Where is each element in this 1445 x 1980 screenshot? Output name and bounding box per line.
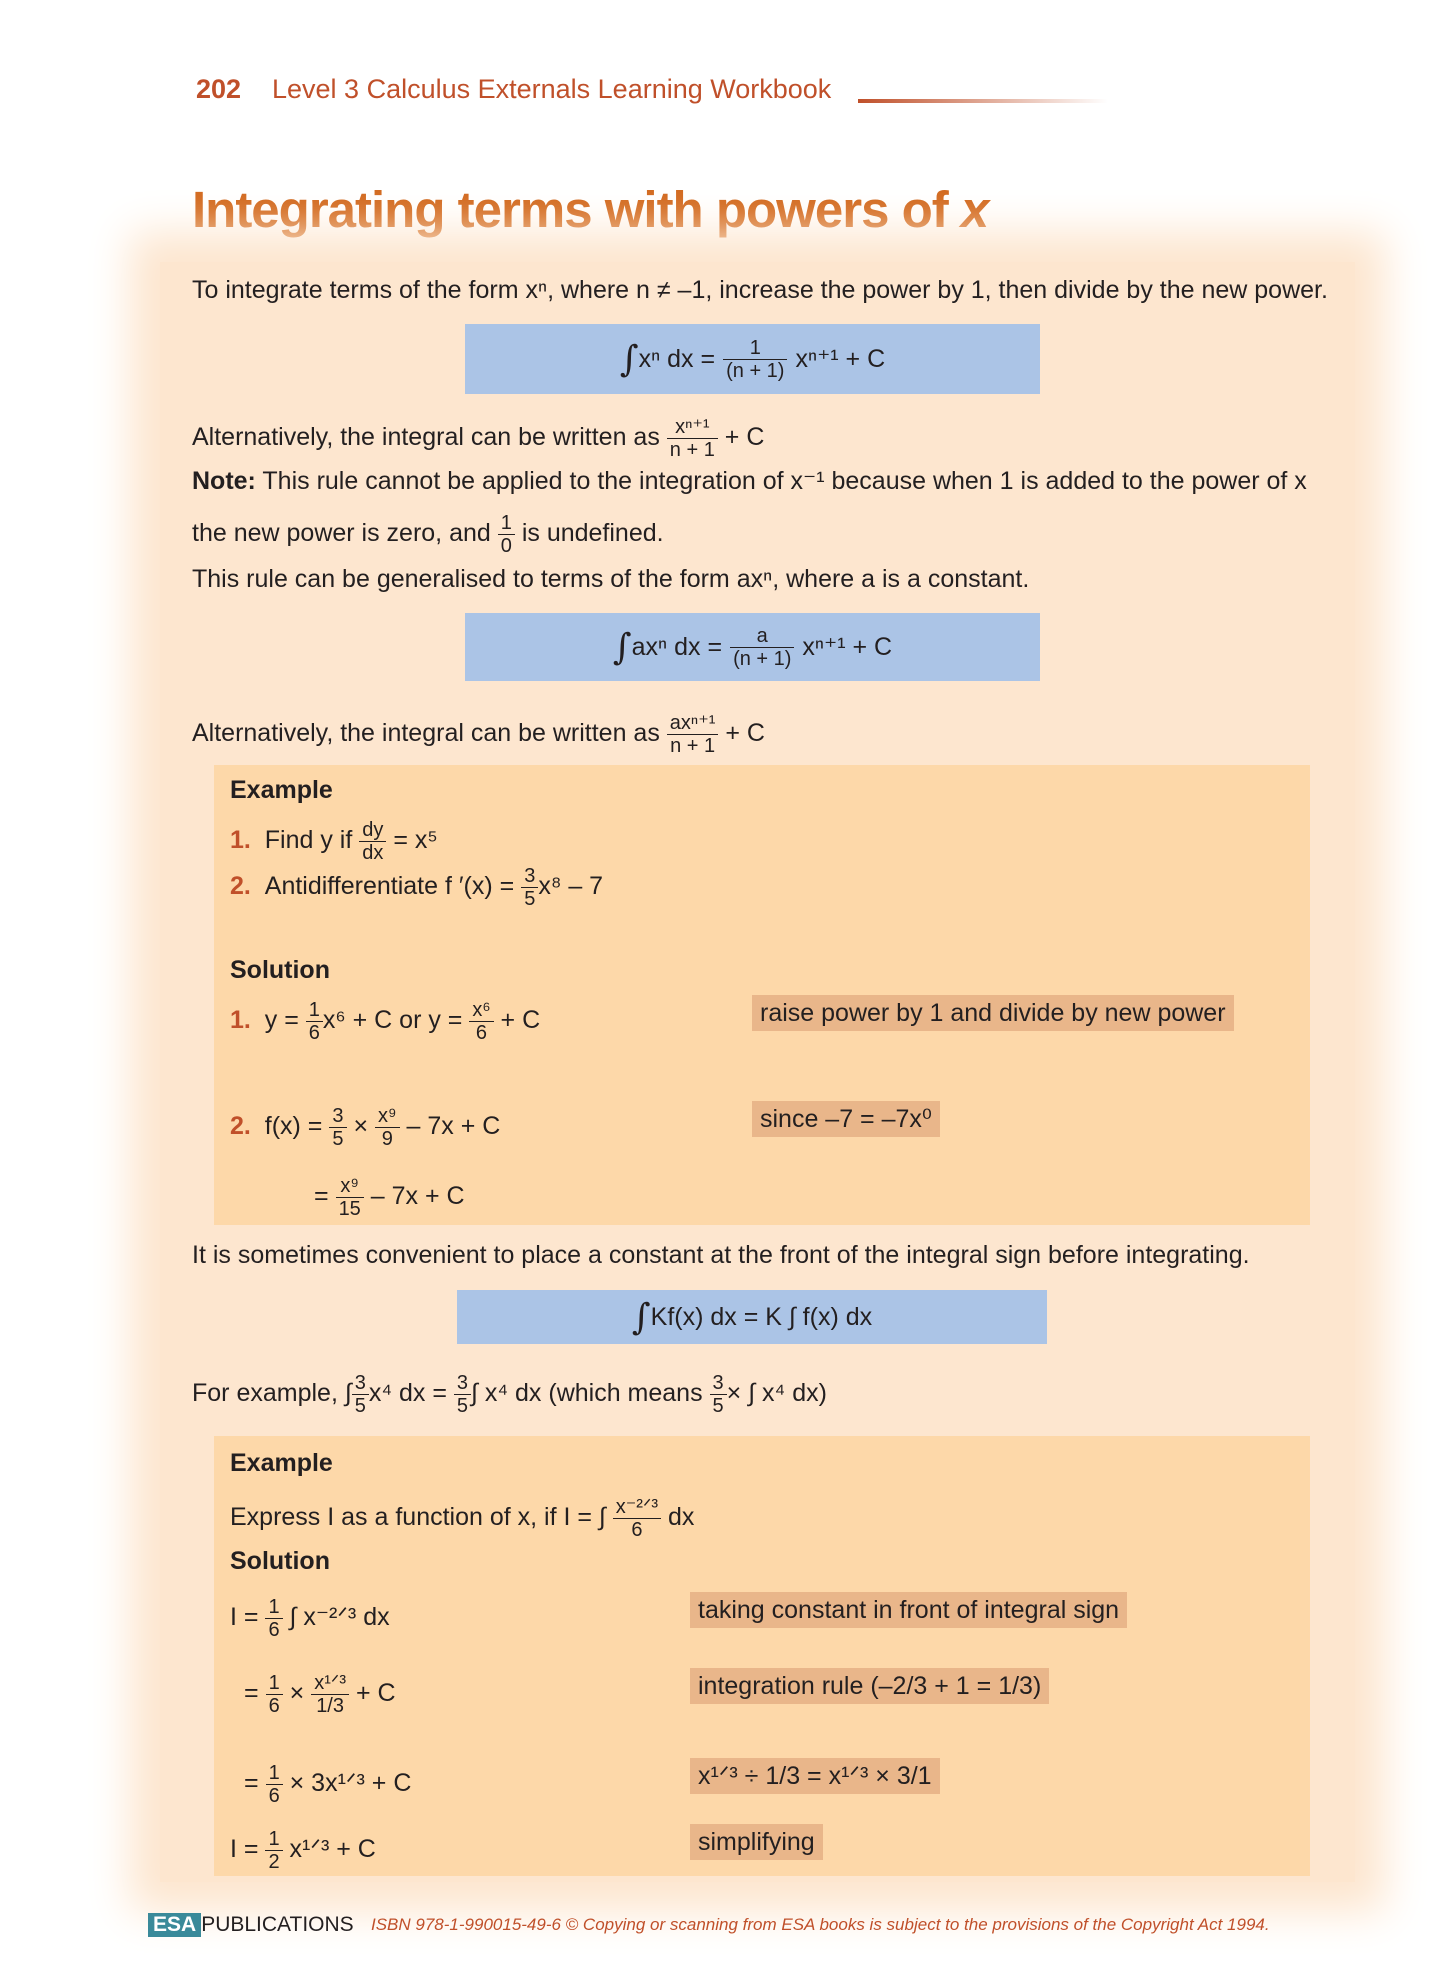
solution-1: 1. y = $\frac{1}{6}$ x⁶ + C or y = $\frac{\text{x⁶}}{6}$ + C <box>230 999 541 1044</box>
row-3-note: x¹ᐟ³ ÷ 1/3 = x¹ᐟ³ × 3/1 <box>690 1758 940 1794</box>
example-card-1 <box>214 765 1310 1225</box>
constant-text: It is sometimes convenient to place a constant at the front of the integral sign before integrating. <box>192 1241 1250 1269</box>
intro-text: To integrate terms of the form xⁿ, where n ≠ –1, increase the power by 1, then divide by the new power. <box>192 276 1328 304</box>
row-1-note: taking constant in front of integral sign <box>690 1592 1127 1628</box>
solution-heading: Solution <box>230 956 330 984</box>
rule-box-2: ∫ axⁿ dx = $\frac{a}{(n + 1)}$ xⁿ⁺¹ + C <box>465 613 1040 681</box>
rule1-rhs: xⁿ⁺¹ + C <box>795 345 886 373</box>
question-1: 1. Find y if $\frac{dy}{dx}$ = x⁵ <box>230 819 438 864</box>
book-title: Level 3 Calculus Externals Learning Workbook <box>272 74 832 104</box>
example-2-row-3: = $\frac{1}{6}$ × 3x¹ᐟ³ + C <box>244 1762 412 1807</box>
note-line-2: the new power is zero, and $\frac{1}{0}$ is undefined. <box>192 512 664 557</box>
publisher-logo: ESA PUBLICATIONS <box>148 1913 354 1937</box>
rule1-lhs: xⁿ dx = <box>638 344 716 373</box>
alternative-2: Alternatively, the integral can be written as $\frac{\text{axⁿ⁺¹}}{n + 1}$ + C <box>192 712 765 757</box>
example-card-2 <box>214 1436 1310 1876</box>
solution-2: 2. f(x) = $\frac{3}{5}$ × $\frac{\text{x⁹}}{9}$ – 7x + C <box>230 1105 501 1150</box>
rule-box-1 <box>465 324 1040 394</box>
header-rule <box>858 99 1108 103</box>
solution-3: = $\frac{\text{x⁹}}{15}$ – 7x + C <box>314 1175 465 1220</box>
page-number: 202 <box>196 74 242 104</box>
alternative-1: Alternatively, the integral can be written as $\frac{\text{xⁿ⁺¹}}{n + 1}$ + C <box>192 416 765 461</box>
example-2-question: Express I as a function of x, if I = ∫ $\frac{\text{x⁻²ᐟ³}}{6}$ dx <box>230 1496 695 1541</box>
example-2-solution-heading: Solution <box>230 1547 330 1575</box>
example-2-heading: Example <box>230 1449 333 1477</box>
note-line-1: Note: This rule cannot be applied to the integration of x⁻¹ because when 1 is added to the power of x <box>192 467 1307 495</box>
generalise-text: This rule can be generalised to terms of the form axⁿ, where a is a constant. <box>192 565 1030 593</box>
question-2: 2. Antidifferentiate f ′(x) = $\frac{3}{5}$ x⁸ – 7 <box>230 865 604 910</box>
solution-2-note: since –7 = –7x⁰ <box>752 1101 940 1137</box>
footer-copyright: ISBN 978-1-990015-49-6 © Copying or scanning from ESA books is subject to the provisions of the Copyright Act 1994. <box>371 1915 1270 1934</box>
row-2-note: integration rule (–2/3 + 1 = 1/3) <box>690 1668 1049 1704</box>
example-2-row-1: I = $\frac{1}{6}$ ∫ x⁻²ᐟ³ dx <box>230 1596 390 1641</box>
integral-sign: ∫ <box>619 338 639 380</box>
page-title: Integrating terms with powers of x <box>192 181 989 238</box>
example-heading: Example <box>230 776 333 804</box>
for-example-line: For example, ∫ $\frac{3}{5}$ x⁴ dx = $\frac{3}{5}$ ∫ x⁴ dx (which means $\frac{3}{5}$ × ∫ x⁴ dx) <box>192 1372 827 1417</box>
row-4-note: simplifying <box>690 1824 823 1860</box>
rule-box-3: ∫ Kf(x) dx = K ∫ f(x) dx <box>457 1290 1047 1344</box>
example-2-row-4: I = $\frac{1}{2}$ x¹ᐟ³ + C <box>230 1828 376 1873</box>
rule1-fraction: $\frac{1}{(n + 1)}$ <box>723 337 787 382</box>
example-2-row-2: = $\frac{1}{6}$ × $\frac{\text{x¹ᐟ³}}{1/3}$ + C <box>244 1672 396 1717</box>
solution-1-note: raise power by 1 and divide by new power <box>752 995 1234 1031</box>
